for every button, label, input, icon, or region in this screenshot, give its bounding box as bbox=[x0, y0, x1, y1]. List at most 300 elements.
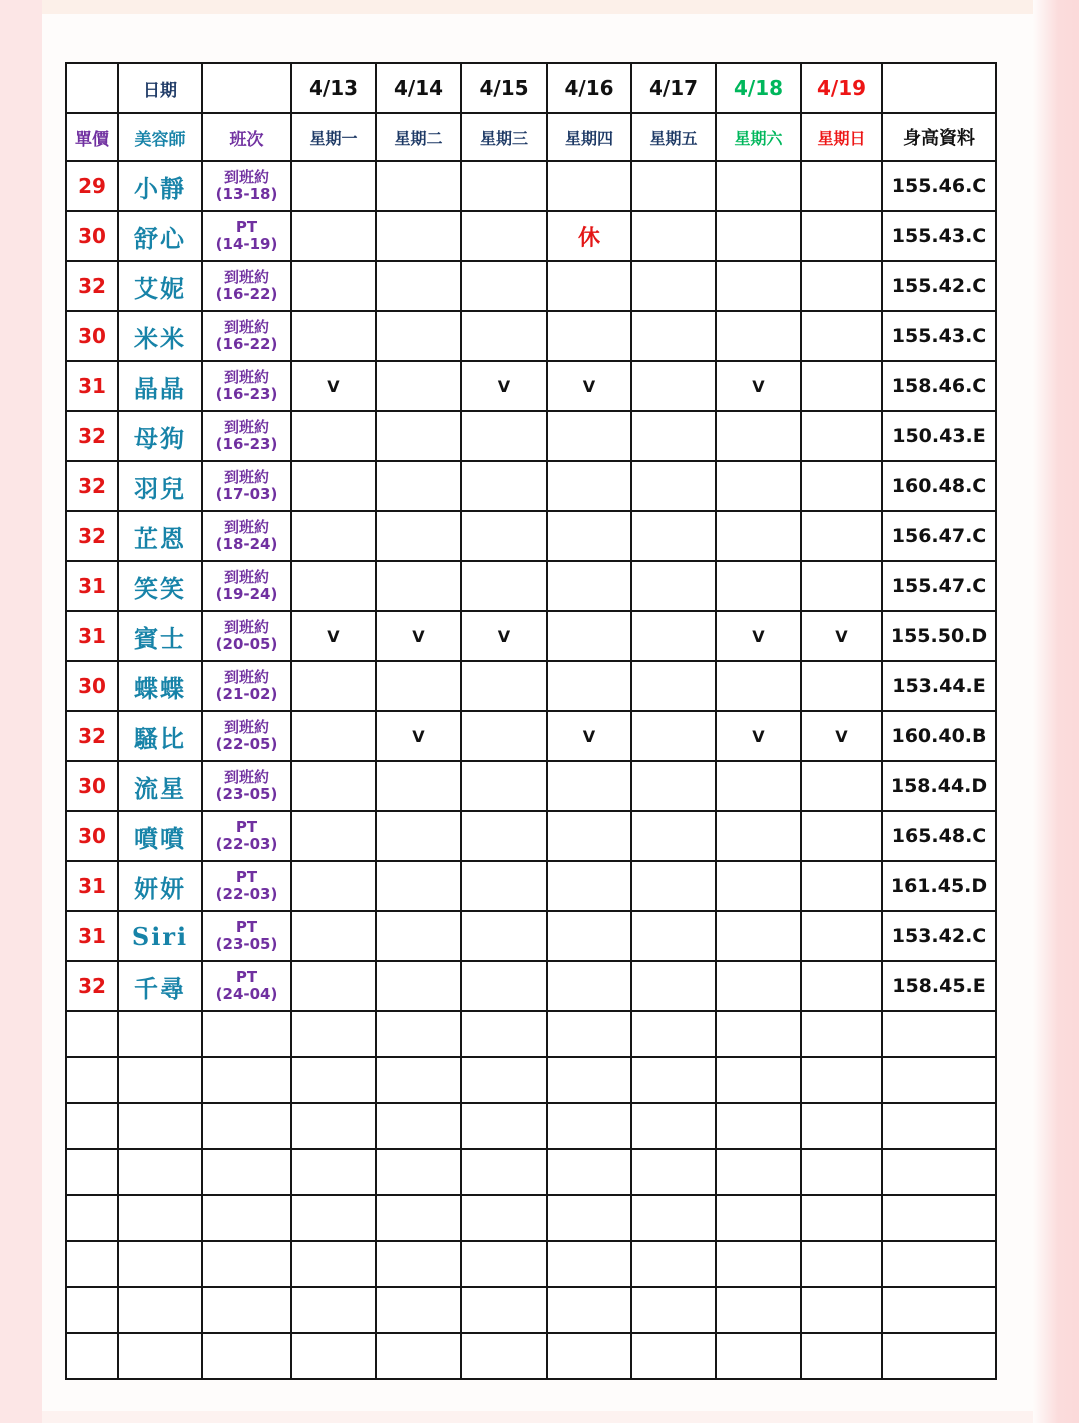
day-cell: V bbox=[376, 611, 461, 661]
date-header-1: 4/13 bbox=[291, 63, 376, 113]
empty-cell bbox=[716, 1241, 801, 1287]
weekday-header-7: 星期日 bbox=[801, 113, 882, 161]
day-cell bbox=[291, 261, 376, 311]
day-cell: V bbox=[716, 611, 801, 661]
empty-cell bbox=[882, 1011, 996, 1057]
day-cell bbox=[461, 211, 547, 261]
empty-cell bbox=[66, 1103, 118, 1149]
day-cell bbox=[461, 861, 547, 911]
beautician-name-cell: 賓士 bbox=[118, 611, 202, 661]
empty-cell bbox=[882, 1149, 996, 1195]
day-cell bbox=[376, 861, 461, 911]
empty-cell bbox=[118, 1241, 202, 1287]
shift-type: 到班約 bbox=[223, 468, 269, 487]
empty-cell bbox=[631, 1195, 716, 1241]
empty-cell bbox=[202, 1333, 291, 1379]
price-cell: 30 bbox=[66, 311, 118, 361]
day-cell bbox=[801, 461, 882, 511]
shift-time: (22-05) bbox=[215, 735, 278, 753]
day-cell: V bbox=[291, 361, 376, 411]
price-cell: 30 bbox=[66, 211, 118, 261]
day-cell bbox=[716, 911, 801, 961]
day-cell bbox=[376, 311, 461, 361]
height-cell: 155.46.C bbox=[882, 161, 996, 211]
beautician-column-header: 美容師 bbox=[118, 113, 202, 161]
shift-cell bbox=[202, 211, 291, 261]
table-row bbox=[66, 761, 996, 811]
day-cell bbox=[461, 961, 547, 1011]
empty-cell bbox=[202, 1241, 291, 1287]
height-cell: 158.46.C bbox=[882, 361, 996, 411]
empty-cell bbox=[202, 1149, 291, 1195]
day-cell bbox=[716, 961, 801, 1011]
shift-type: PT bbox=[235, 918, 258, 937]
day-cell bbox=[716, 761, 801, 811]
shift-cell bbox=[202, 911, 291, 961]
day-cell bbox=[291, 761, 376, 811]
empty-cell bbox=[801, 1011, 882, 1057]
day-cell: V bbox=[801, 611, 882, 661]
table-row bbox=[66, 561, 996, 611]
date-header-6: 4/18 bbox=[716, 63, 801, 113]
empty-cell bbox=[631, 1333, 716, 1379]
day-cell bbox=[291, 411, 376, 461]
price-cell: 31 bbox=[66, 611, 118, 661]
beautician-name-cell: 騷比 bbox=[118, 711, 202, 761]
height-cell: 156.47.C bbox=[882, 511, 996, 561]
beautician-name-cell: 噴噴 bbox=[118, 811, 202, 861]
price-cell: 32 bbox=[66, 961, 118, 1011]
shift-time: (16-22) bbox=[215, 335, 278, 353]
shift-cell bbox=[202, 761, 291, 811]
day-cell bbox=[801, 661, 882, 711]
day-cell bbox=[801, 311, 882, 361]
empty-cell bbox=[66, 1241, 118, 1287]
empty-cell bbox=[376, 1011, 461, 1057]
day-cell bbox=[547, 411, 631, 461]
beautician-name-cell: 母狗 bbox=[118, 411, 202, 461]
shift-type: 到班約 bbox=[223, 368, 269, 387]
empty-cell bbox=[376, 1057, 461, 1103]
table-row bbox=[66, 611, 996, 661]
empty-cell bbox=[631, 1241, 716, 1287]
beautician-name-cell: 流星 bbox=[118, 761, 202, 811]
empty-cell bbox=[716, 1287, 801, 1333]
day-cell bbox=[801, 561, 882, 611]
schedule-table bbox=[65, 62, 997, 1380]
empty-cell bbox=[118, 1149, 202, 1195]
shift-time: (18-24) bbox=[215, 535, 278, 553]
shift-cell bbox=[202, 961, 291, 1011]
day-cell bbox=[376, 761, 461, 811]
empty-cell bbox=[801, 1149, 882, 1195]
day-cell bbox=[461, 761, 547, 811]
table-row bbox=[66, 511, 996, 561]
beautician-name-cell: 千尋 bbox=[118, 961, 202, 1011]
empty-cell bbox=[882, 1195, 996, 1241]
empty-cell bbox=[631, 1149, 716, 1195]
price-column-header: 單價 bbox=[66, 113, 118, 161]
day-cell bbox=[801, 161, 882, 211]
day-cell bbox=[547, 161, 631, 211]
beautician-name-cell: 晶晶 bbox=[118, 361, 202, 411]
empty-cell bbox=[461, 1241, 547, 1287]
table-row bbox=[66, 211, 996, 261]
day-cell bbox=[631, 911, 716, 961]
price-cell: 32 bbox=[66, 261, 118, 311]
day-cell bbox=[547, 811, 631, 861]
empty-cell bbox=[291, 1241, 376, 1287]
day-cell bbox=[801, 811, 882, 861]
empty-cell bbox=[882, 1241, 996, 1287]
table-row bbox=[66, 961, 996, 1011]
empty-cell bbox=[716, 1149, 801, 1195]
price-cell: 30 bbox=[66, 811, 118, 861]
height-cell: 155.42.C bbox=[882, 261, 996, 311]
height-cell: 153.42.C bbox=[882, 911, 996, 961]
empty-cell bbox=[66, 1011, 118, 1057]
day-cell bbox=[376, 511, 461, 561]
day-cell bbox=[631, 211, 716, 261]
empty-cell bbox=[547, 1011, 631, 1057]
day-cell bbox=[291, 811, 376, 861]
price-cell: 32 bbox=[66, 711, 118, 761]
weekday-header-2: 星期二 bbox=[376, 113, 461, 161]
day-cell bbox=[376, 811, 461, 861]
table-row bbox=[66, 361, 996, 411]
shift-time: (16-23) bbox=[215, 385, 278, 403]
header-row-dates bbox=[66, 63, 996, 113]
height-cell: 155.47.C bbox=[882, 561, 996, 611]
day-cell bbox=[631, 411, 716, 461]
day-cell bbox=[291, 861, 376, 911]
day-cell: V bbox=[461, 361, 547, 411]
price-cell: 32 bbox=[66, 461, 118, 511]
day-cell bbox=[631, 711, 716, 761]
day-cell bbox=[716, 561, 801, 611]
header-row-weekdays bbox=[66, 113, 996, 161]
day-cell: V bbox=[547, 361, 631, 411]
shift-time: (22-03) bbox=[215, 835, 278, 853]
empty-cell bbox=[882, 1103, 996, 1149]
day-cell bbox=[631, 811, 716, 861]
day-cell bbox=[291, 211, 376, 261]
day-cell bbox=[801, 361, 882, 411]
empty-cell bbox=[376, 1149, 461, 1195]
corner-empty-above-price bbox=[66, 63, 118, 113]
empty-cell bbox=[547, 1287, 631, 1333]
page-margin-right bbox=[1033, 0, 1079, 1423]
day-cell bbox=[716, 511, 801, 561]
day-cell bbox=[291, 161, 376, 211]
empty-cell bbox=[461, 1011, 547, 1057]
weekday-header-5: 星期五 bbox=[631, 113, 716, 161]
day-cell bbox=[376, 661, 461, 711]
beautician-name-cell: 艾妮 bbox=[118, 261, 202, 311]
empty-cell bbox=[118, 1333, 202, 1379]
price-cell: 32 bbox=[66, 511, 118, 561]
beautician-name-cell: 笑笑 bbox=[118, 561, 202, 611]
empty-cell bbox=[882, 1057, 996, 1103]
beautician-name-cell: Siri bbox=[118, 911, 202, 961]
empty-row bbox=[66, 1287, 996, 1333]
empty-row bbox=[66, 1241, 996, 1287]
day-cell bbox=[801, 761, 882, 811]
height-cell: 161.45.D bbox=[882, 861, 996, 911]
empty-cell bbox=[716, 1011, 801, 1057]
empty-cell bbox=[461, 1103, 547, 1149]
empty-row bbox=[66, 1103, 996, 1149]
weekday-header-6: 星期六 bbox=[716, 113, 801, 161]
shift-time: (19-24) bbox=[215, 585, 278, 603]
shift-cell bbox=[202, 561, 291, 611]
height-cell: 155.50.D bbox=[882, 611, 996, 661]
beautician-name-cell: 妍妍 bbox=[118, 861, 202, 911]
day-cell bbox=[547, 561, 631, 611]
day-cell bbox=[461, 511, 547, 561]
price-cell: 31 bbox=[66, 361, 118, 411]
shift-type: 到班約 bbox=[223, 418, 269, 437]
day-cell bbox=[547, 911, 631, 961]
empty-cell bbox=[461, 1149, 547, 1195]
day-cell bbox=[547, 261, 631, 311]
table-row bbox=[66, 461, 996, 511]
empty-cell bbox=[291, 1057, 376, 1103]
day-cell bbox=[547, 761, 631, 811]
date-header-3: 4/15 bbox=[461, 63, 547, 113]
empty-cell bbox=[376, 1103, 461, 1149]
empty-cell bbox=[547, 1333, 631, 1379]
day-cell bbox=[631, 511, 716, 561]
shift-type: 到班約 bbox=[223, 168, 269, 187]
shift-time: (21-02) bbox=[215, 685, 278, 703]
day-cell bbox=[376, 261, 461, 311]
price-cell: 31 bbox=[66, 861, 118, 911]
day-cell bbox=[376, 911, 461, 961]
day-cell bbox=[461, 461, 547, 511]
day-cell bbox=[801, 411, 882, 461]
beautician-name-cell: 羽兒 bbox=[118, 461, 202, 511]
table-row bbox=[66, 811, 996, 861]
shift-cell bbox=[202, 711, 291, 761]
empty-row bbox=[66, 1333, 996, 1379]
date-header-2: 4/14 bbox=[376, 63, 461, 113]
table-row bbox=[66, 661, 996, 711]
empty-cell bbox=[202, 1011, 291, 1057]
empty-cell bbox=[882, 1287, 996, 1333]
empty-row bbox=[66, 1011, 996, 1057]
shift-type: 到班約 bbox=[223, 568, 269, 587]
empty-cell bbox=[461, 1195, 547, 1241]
empty-cell bbox=[801, 1195, 882, 1241]
shift-cell bbox=[202, 611, 291, 661]
day-cell bbox=[716, 161, 801, 211]
shift-column-header: 班次 bbox=[202, 113, 291, 161]
shift-type: 到班約 bbox=[223, 618, 269, 637]
shift-time: (23-05) bbox=[215, 935, 278, 953]
table-row bbox=[66, 261, 996, 311]
day-cell bbox=[291, 961, 376, 1011]
empty-row bbox=[66, 1195, 996, 1241]
schedule-body bbox=[66, 161, 996, 1379]
empty-cell bbox=[66, 1149, 118, 1195]
day-cell bbox=[716, 661, 801, 711]
day-cell bbox=[291, 911, 376, 961]
day-cell bbox=[547, 611, 631, 661]
day-cell bbox=[716, 311, 801, 361]
empty-cell bbox=[801, 1103, 882, 1149]
beautician-name-cell: 米米 bbox=[118, 311, 202, 361]
shift-time: (16-23) bbox=[215, 435, 278, 453]
empty-cell bbox=[291, 1333, 376, 1379]
shift-cell bbox=[202, 411, 291, 461]
day-cell bbox=[631, 261, 716, 311]
empty-cell bbox=[547, 1103, 631, 1149]
height-cell: 155.43.C bbox=[882, 211, 996, 261]
empty-cell bbox=[376, 1195, 461, 1241]
day-cell bbox=[631, 161, 716, 211]
shift-time: (16-22) bbox=[215, 285, 278, 303]
day-cell bbox=[547, 961, 631, 1011]
empty-cell bbox=[801, 1287, 882, 1333]
day-cell bbox=[376, 211, 461, 261]
day-cell bbox=[291, 711, 376, 761]
height-cell: 153.44.E bbox=[882, 661, 996, 711]
day-cell bbox=[631, 611, 716, 661]
price-cell: 30 bbox=[66, 761, 118, 811]
day-cell bbox=[461, 311, 547, 361]
height-cell: 158.45.E bbox=[882, 961, 996, 1011]
empty-cell bbox=[66, 1287, 118, 1333]
day-cell bbox=[291, 311, 376, 361]
empty-cell bbox=[376, 1287, 461, 1333]
shift-type: PT bbox=[235, 968, 258, 987]
empty-row bbox=[66, 1149, 996, 1195]
day-cell: V bbox=[801, 711, 882, 761]
day-cell bbox=[376, 161, 461, 211]
day-cell bbox=[631, 361, 716, 411]
corner-empty-above-shift bbox=[202, 63, 291, 113]
day-cell bbox=[376, 961, 461, 1011]
height-cell: 155.43.C bbox=[882, 311, 996, 361]
shift-type: PT bbox=[235, 218, 258, 237]
empty-cell bbox=[291, 1149, 376, 1195]
day-cell: 休 bbox=[547, 211, 631, 261]
shift-type: 到班約 bbox=[223, 318, 269, 337]
day-cell bbox=[801, 961, 882, 1011]
height-cell: 165.48.C bbox=[882, 811, 996, 861]
weekday-header-4: 星期四 bbox=[547, 113, 631, 161]
shift-cell bbox=[202, 261, 291, 311]
shift-time: (22-03) bbox=[215, 885, 278, 903]
table-row bbox=[66, 911, 996, 961]
empty-cell bbox=[291, 1287, 376, 1333]
empty-cell bbox=[202, 1287, 291, 1333]
price-cell: 30 bbox=[66, 661, 118, 711]
day-cell bbox=[291, 461, 376, 511]
table-row bbox=[66, 161, 996, 211]
shift-type: 到班約 bbox=[223, 518, 269, 537]
day-cell bbox=[631, 311, 716, 361]
empty-cell bbox=[461, 1287, 547, 1333]
date-header-7: 4/19 bbox=[801, 63, 882, 113]
empty-cell bbox=[631, 1103, 716, 1149]
day-cell bbox=[801, 861, 882, 911]
day-cell bbox=[716, 461, 801, 511]
beautician-name-cell: 小靜 bbox=[118, 161, 202, 211]
shift-time: (24-04) bbox=[215, 985, 278, 1003]
table-row bbox=[66, 861, 996, 911]
day-cell bbox=[631, 461, 716, 511]
day-cell bbox=[461, 661, 547, 711]
day-cell bbox=[716, 211, 801, 261]
shift-time: (17-03) bbox=[215, 485, 278, 503]
price-cell: 31 bbox=[66, 911, 118, 961]
beautician-name-cell: 蝶蝶 bbox=[118, 661, 202, 711]
empty-cell bbox=[716, 1057, 801, 1103]
page-margin-bottom bbox=[42, 1411, 1033, 1423]
empty-cell bbox=[547, 1195, 631, 1241]
day-cell bbox=[716, 861, 801, 911]
empty-cell bbox=[66, 1195, 118, 1241]
shift-type: PT bbox=[235, 818, 258, 837]
shift-cell bbox=[202, 361, 291, 411]
empty-cell bbox=[118, 1195, 202, 1241]
table-row bbox=[66, 411, 996, 461]
empty-cell bbox=[547, 1149, 631, 1195]
empty-cell bbox=[118, 1011, 202, 1057]
day-cell bbox=[376, 461, 461, 511]
day-cell bbox=[631, 561, 716, 611]
empty-cell bbox=[461, 1057, 547, 1103]
day-cell bbox=[631, 761, 716, 811]
shift-cell bbox=[202, 811, 291, 861]
shift-time: (20-05) bbox=[215, 635, 278, 653]
day-cell bbox=[801, 211, 882, 261]
day-cell bbox=[631, 661, 716, 711]
empty-cell bbox=[118, 1057, 202, 1103]
beautician-name-cell: 舒心 bbox=[118, 211, 202, 261]
day-cell bbox=[461, 811, 547, 861]
height-cell: 158.44.D bbox=[882, 761, 996, 811]
empty-cell bbox=[66, 1333, 118, 1379]
day-cell: V bbox=[291, 611, 376, 661]
day-cell bbox=[376, 361, 461, 411]
shift-cell bbox=[202, 661, 291, 711]
shift-cell bbox=[202, 161, 291, 211]
shift-type: PT bbox=[235, 868, 258, 887]
day-cell bbox=[461, 561, 547, 611]
empty-cell bbox=[376, 1241, 461, 1287]
day-cell bbox=[547, 311, 631, 361]
height-cell: 160.48.C bbox=[882, 461, 996, 511]
day-cell bbox=[461, 411, 547, 461]
empty-cell bbox=[202, 1103, 291, 1149]
day-cell: V bbox=[461, 611, 547, 661]
day-cell bbox=[631, 861, 716, 911]
day-cell: V bbox=[716, 711, 801, 761]
height-cell: 150.43.E bbox=[882, 411, 996, 461]
shift-cell bbox=[202, 461, 291, 511]
day-cell bbox=[461, 911, 547, 961]
day-cell bbox=[291, 661, 376, 711]
shift-cell bbox=[202, 861, 291, 911]
empty-cell bbox=[801, 1241, 882, 1287]
day-cell bbox=[291, 561, 376, 611]
empty-cell bbox=[66, 1057, 118, 1103]
shift-cell bbox=[202, 311, 291, 361]
empty-cell bbox=[716, 1333, 801, 1379]
